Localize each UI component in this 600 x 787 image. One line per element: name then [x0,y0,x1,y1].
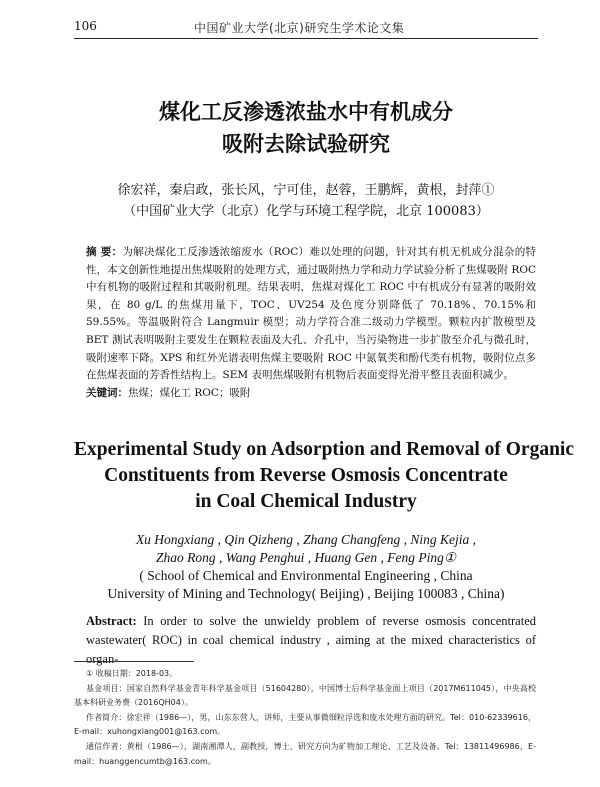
footnote-divider [74,661,194,662]
page-number: 106 [74,19,97,33]
affiliation-english-line-2: University of Mining and Technology( Beijing) , Beijing 100083 , China) [107,586,505,601]
footnote-funding: 基金项目：国家自然科学基金青年科学基金项目（51604280），中国博士后科学基金面上项目（2017M611045），中央高校基本科研业务费（2016QH04）。 [74,683,536,708]
keywords-chinese-text: 焦煤；煤化工 ROC；吸附 [128,386,251,399]
author-names-english-line-1: Xu Hongxiang , Qin Qizheng , Zhang Changfeng , Ning Kejia , [135,532,477,547]
title-chinese-line-1: 煤化工反渗透浓盐水中有机成分 [159,100,453,124]
keywords-chinese [86,385,536,403]
abstract-english-label: Abstract: [86,614,137,628]
title-english [74,437,575,515]
abstract-chinese-text: 为解决煤化工反渗透浓缩废水（ROC）难以处理的问题，针对其有机无机成分混杂的特性，本文创新性地提出焦煤吸附的处理方式，通过吸附热力学和动力学试验分析了焦煤吸附 ROC 中有机物的吸附过程和其吸附机理。结果表明，焦煤对煤化工 ROC 中有机成分有显著的吸附效果，在 80 g/L 的焦煤用量下，TOC、UV254 及色度分别降低了 70.18%、70.15%和 59.55%。等温吸附符合 Langmuir 模型；动力学符合准二级动力学模型。颗粒内扩散模型及 BET 测试表明吸附主要发生在颗粒表面及大孔、介孔中，当污染物进一步扩散至介孔与微孔时，吸附速率下降。XPS 和红外光谱表明焦煤主要吸附 ROC 中氮氧类和酚代类有机物，吸附位点多在焦煤表面的芳香性结构上。SEM 表明焦煤吸附有机物后表面变得光滑平整且表面积减少。 [86,246,537,382]
title-chinese-line-2: 吸附去除试验研究 [222,132,390,156]
running-title: 中国矿业大学(北京)研究生学术论文集 [194,21,405,35]
abstract-chinese-body [86,244,536,385]
title-english-line-2: Constituents from Reverse Osmosis Concentrate [104,465,508,486]
affiliation-chinese: （中国矿业大学（北京）化学与环境工程学院，北京 100083） [123,204,489,219]
abstract-chinese-label: 摘 要： [86,246,123,258]
title-english-line-3: in Coal Chemical Industry [195,491,417,512]
title-english-line-1: Experimental Study on Adsorption and Removal of Organic [74,439,575,460]
abstract-chinese [86,244,536,402]
footnote-corresponding-author: 通信作者：黄根（1986—），湖南湘潭人，副教授，博士，研究方向为矿物加工理论、工艺及设备。Tel：13811496986，E-mail：huanggencumtb@163.com。 [74,741,536,766]
footnotes [74,667,536,769]
footnote-author-bio: 作者简介：徐宏祥（1986—），男，山东东营人，讲师，主要从事微细粒浮选和废水处理方面的研究。Tel：010-62339616，E-mail：xuhongxiang001@163.com。 [74,712,536,737]
keywords-chinese-label: 关键词： [86,386,128,399]
footnote-received-date: ① 收稿日期：2018-03。 [86,669,178,678]
authors-english [74,531,538,603]
author-names-english-line-2: Zhao Rong , Wang Penghui , Huang Gen , Feng Ping① [156,550,456,565]
running-header [74,16,538,39]
author-names-chinese: 徐宏祥，秦启政，张长风，宁可佳，赵蓉，王鹏辉，黄根，封萍① [117,183,495,198]
title-chinese [74,96,538,160]
authors-chinese [74,180,538,222]
abstract-english-text: In order to solve the unwieldy problem of reverse osmosis concentrated wastewater( ROC) in coal chemical industry , aiming at the mixed characteristics of organ- [86,614,536,666]
affiliation-english-line-1: ( School of Chemical and Environmental Engineering , China [139,568,473,583]
